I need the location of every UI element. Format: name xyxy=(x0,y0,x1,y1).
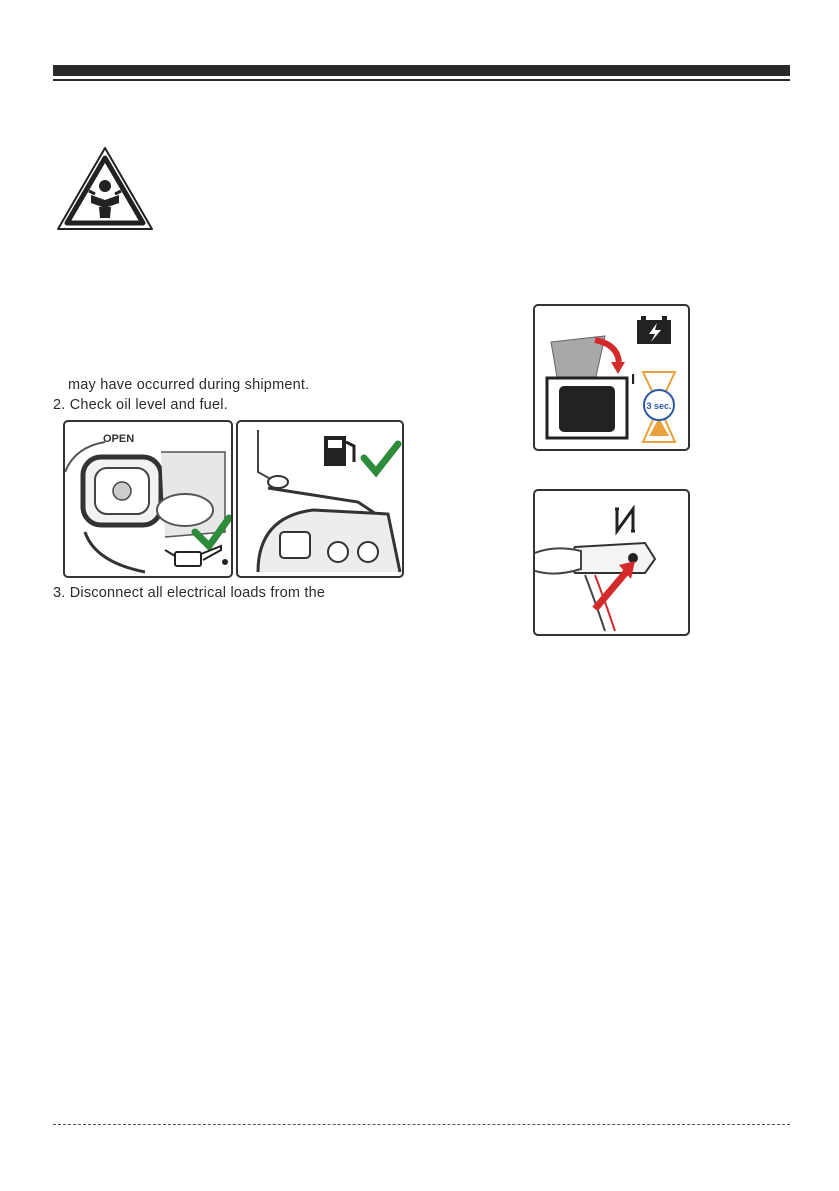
checkmark-icon xyxy=(364,444,398,472)
oil-can-icon xyxy=(165,546,228,566)
timer-label: 3 sec. xyxy=(646,401,672,411)
header-rule-thin xyxy=(53,79,790,81)
warning-read-manual-icon xyxy=(55,145,155,233)
fuel-pump-icon xyxy=(324,436,354,466)
body-line-check-oil: 2. Check oil level and fuel. xyxy=(53,397,228,413)
body-line-disconnect: 3. Disconnect all electrical loads from the xyxy=(53,585,326,601)
header-rule-thick xyxy=(53,65,790,76)
battery-icon xyxy=(637,316,671,344)
battery-switch-illustration xyxy=(533,304,690,451)
body-line-shipment: may have occurred during shipment. xyxy=(68,377,310,393)
hourglass-icon xyxy=(643,372,675,442)
open-label: OPEN xyxy=(103,433,135,445)
footer-rule xyxy=(53,1124,790,1125)
switch-on-mark: I xyxy=(631,371,636,388)
fuel-check-illustration xyxy=(236,420,404,578)
push-button-illustration xyxy=(533,489,690,636)
oil-check-illustration xyxy=(63,420,233,578)
